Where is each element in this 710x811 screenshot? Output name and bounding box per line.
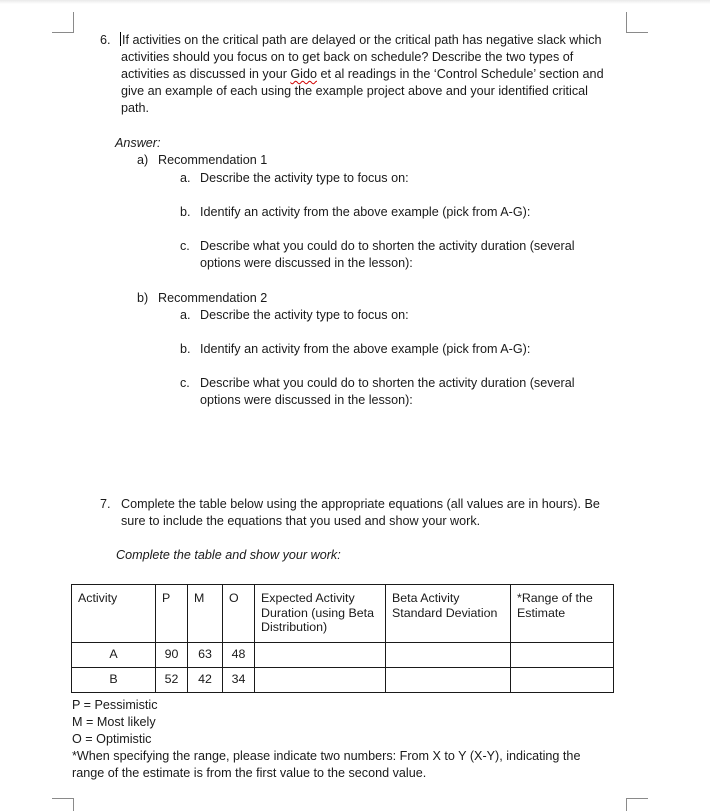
margin-crop-mark-top-left — [52, 12, 74, 33]
header-expected-duration: Expected Activity Duration (using Beta Distribution) — [255, 585, 386, 643]
list-marker: a. — [180, 308, 191, 322]
cell-std-deviation-input[interactable] — [386, 668, 511, 693]
list-marker: b) — [137, 291, 149, 305]
question-number: 6. — [100, 33, 111, 47]
answer-label: Answer: — [115, 136, 161, 150]
cell-m: 63 — [188, 643, 223, 668]
list-marker: a. — [180, 171, 191, 185]
cell-activity: A — [72, 643, 156, 668]
list-marker: c. — [180, 239, 190, 253]
cell-p: 52 — [156, 668, 188, 693]
range-footnote-line-2: range of the estimate is from the first value to the second value. — [72, 766, 427, 780]
table-instruction: Complete the table and show your work: — [116, 548, 341, 562]
prompt-shorten-duration-cont[interactable]: options were discussed in the lesson): — [200, 393, 413, 407]
question-6-line-1[interactable]: If activities on the critical path are delayed or the critical path has negative slack which — [122, 33, 602, 47]
question-7-line-2[interactable]: sure to include the equations that you used and show your work. — [121, 514, 481, 528]
cell-m: 42 — [188, 668, 223, 693]
margin-crop-mark-top-right — [626, 12, 648, 33]
header-most-likely: M — [188, 585, 223, 643]
cell-o: 34 — [223, 668, 255, 693]
margin-crop-mark-bottom-right — [626, 798, 648, 811]
question-6-line-3[interactable]: activities as discussed in your Gido et al readings in the ‘Control Schedule’ section and — [121, 67, 604, 81]
legend-optimistic: O = Optimistic — [72, 732, 152, 746]
header-optimistic: O — [223, 585, 255, 643]
cell-o: 48 — [223, 643, 255, 668]
cell-range-input[interactable] — [511, 643, 614, 668]
cell-expected-duration-input[interactable] — [255, 643, 386, 668]
pert-estimate-table[interactable] — [71, 584, 614, 693]
question-7-line-1[interactable]: Complete the table below using the appropriate equations (all values are in hours). Be — [121, 497, 600, 511]
prompt-shorten-duration[interactable]: Describe what you could do to shorten the activity duration (several — [200, 376, 575, 390]
header-std-deviation: Beta Activity Standard Deviation — [386, 585, 511, 643]
cell-range-input[interactable] — [511, 668, 614, 693]
question-6-line-4[interactable]: give an example of each using the example project above and your identified critical — [121, 84, 588, 98]
cell-p: 90 — [156, 643, 188, 668]
prompt-activity-type[interactable]: Describe the activity type to focus on: — [200, 308, 409, 322]
question-number: 7. — [100, 497, 111, 511]
legend-pessimistic: P = Pessimistic — [72, 698, 158, 712]
prompt-identify-activity[interactable]: Identify an activity from the above example (pick from A-G): — [200, 205, 531, 219]
prompt-activity-type[interactable]: Describe the activity type to focus on: — [200, 171, 409, 185]
header-activity: Activity — [72, 585, 156, 643]
page-top-shadow — [0, 0, 710, 4]
prompt-shorten-duration[interactable]: Describe what you could do to shorten the activity duration (several — [200, 239, 575, 253]
prompt-identify-activity[interactable]: Identify an activity from the above example (pick from A-G): — [200, 342, 531, 356]
table-header-row — [72, 585, 614, 643]
margin-crop-mark-bottom-left — [52, 798, 74, 811]
question-6-line-5[interactable]: path. — [121, 101, 150, 115]
table-row — [72, 668, 614, 693]
header-range: *Range of the Estimate — [511, 585, 614, 643]
recommendation-title: Recommendation 1 — [158, 153, 268, 167]
range-footnote-line-1: *When specifying the range, please indicate two numbers: From X to Y (X-Y), indicating the — [72, 749, 581, 763]
cell-std-deviation-input[interactable] — [386, 643, 511, 668]
list-marker: a) — [137, 153, 149, 167]
question-6-line-2[interactable]: activities should you focus on to get back on schedule? Describe the two types of — [121, 50, 574, 64]
cell-activity: B — [72, 668, 156, 693]
header-pessimistic: P — [156, 585, 188, 643]
prompt-shorten-duration-cont[interactable]: options were discussed in the lesson): — [200, 256, 413, 270]
legend-most-likely: M = Most likely — [72, 715, 156, 729]
list-marker: b. — [180, 205, 191, 219]
list-marker: c. — [180, 376, 190, 390]
text-cursor — [120, 32, 121, 46]
list-marker: b. — [180, 342, 191, 356]
spelling-error-word[interactable]: Gido — [290, 67, 317, 81]
table-row — [72, 643, 614, 668]
recommendation-title: Recommendation 2 — [158, 291, 268, 305]
cell-expected-duration-input[interactable] — [255, 668, 386, 693]
